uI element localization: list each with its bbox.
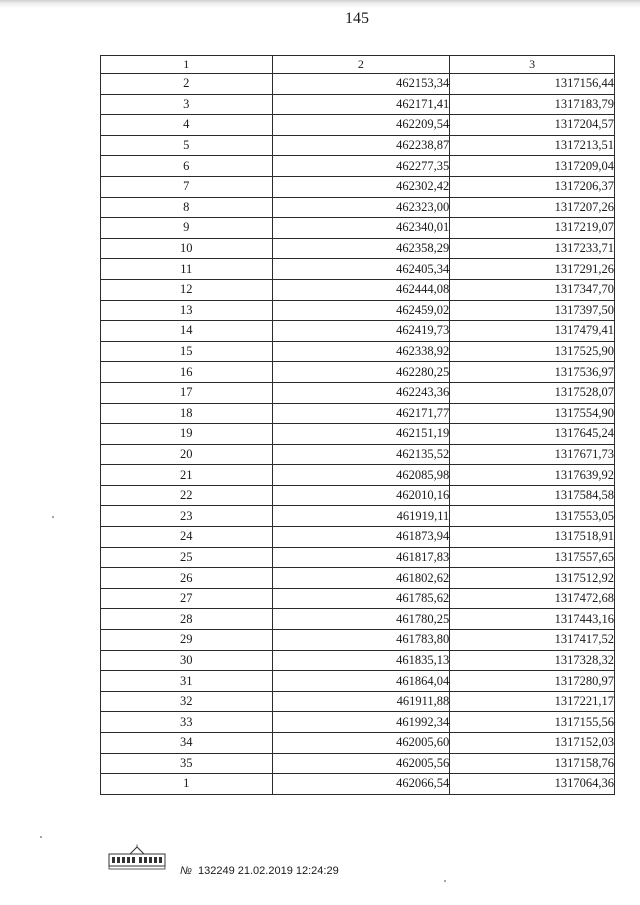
table-row: [101, 300, 615, 321]
point-number-cell: 12: [101, 279, 273, 300]
table-row: [101, 424, 615, 445]
x-coordinate-cell: 462151,19: [272, 424, 450, 445]
y-coordinate-cell: 1317156,44: [450, 74, 615, 95]
point-number-cell: 8: [101, 197, 273, 218]
point-number-cell: 33: [101, 712, 273, 733]
y-coordinate-cell: 1317204,57: [450, 115, 615, 136]
y-coordinate-cell: 1317417,52: [450, 630, 615, 651]
point-number-cell: 24: [101, 527, 273, 548]
table-body: [101, 74, 615, 795]
point-number-cell: 31: [101, 671, 273, 692]
registration-timestamp: 21.02.2019 12:24:29: [237, 865, 339, 877]
y-coordinate-cell: 1317206,37: [450, 176, 615, 197]
x-coordinate-cell: 461802,62: [272, 568, 450, 589]
column-header: 2: [272, 56, 450, 74]
scan-edge-shadow: [0, 0, 640, 8]
table-row: [101, 527, 615, 548]
point-number-cell: 34: [101, 733, 273, 754]
x-coordinate-cell: 462280,25: [272, 362, 450, 383]
scan-speck: [52, 516, 54, 518]
y-coordinate-cell: 1317207,26: [450, 197, 615, 218]
point-number-cell: 14: [101, 321, 273, 342]
y-coordinate-cell: 1317512,92: [450, 568, 615, 589]
y-coordinate-cell: 1317472,68: [450, 588, 615, 609]
table-row: [101, 341, 615, 362]
point-number-cell: 20: [101, 444, 273, 465]
x-coordinate-cell: 462338,92: [272, 341, 450, 362]
y-coordinate-cell: 1317518,91: [450, 527, 615, 548]
point-number-cell: 19: [101, 424, 273, 445]
point-number-cell: 4: [101, 115, 273, 136]
x-coordinate-cell: 462135,52: [272, 444, 450, 465]
point-number-cell: 21: [101, 465, 273, 486]
point-number-cell: 7: [101, 176, 273, 197]
table-row: [101, 753, 615, 774]
x-coordinate-cell: 462066,54: [272, 774, 450, 795]
point-number-cell: 25: [101, 547, 273, 568]
point-number-cell: 30: [101, 650, 273, 671]
table-row: [101, 568, 615, 589]
table-row: [101, 650, 615, 671]
y-coordinate-cell: 1317553,05: [450, 506, 615, 527]
table-header-row: [101, 56, 615, 74]
y-coordinate-cell: 1317671,73: [450, 444, 615, 465]
point-number-cell: 29: [101, 630, 273, 651]
point-number-cell: 15: [101, 341, 273, 362]
point-number-cell: 2: [101, 74, 273, 95]
table-row: [101, 279, 615, 300]
point-number-cell: 5: [101, 135, 273, 156]
table-row: [101, 609, 615, 630]
point-number-cell: 18: [101, 403, 273, 424]
table-row: [101, 403, 615, 424]
scan-speck: [40, 836, 42, 838]
x-coordinate-cell: 462238,87: [272, 135, 450, 156]
y-coordinate-cell: 1317233,71: [450, 238, 615, 259]
page-number: 145: [345, 10, 369, 27]
point-number-cell: 26: [101, 568, 273, 589]
coordinates-table: [100, 55, 615, 795]
y-coordinate-cell: 1317328,32: [450, 650, 615, 671]
x-coordinate-cell: 461785,62: [272, 588, 450, 609]
point-number-cell: 22: [101, 485, 273, 506]
table-row: [101, 74, 615, 95]
table-row: [101, 485, 615, 506]
y-coordinate-cell: 1317213,51: [450, 135, 615, 156]
x-coordinate-cell: 462444,08: [272, 279, 450, 300]
y-coordinate-cell: 1317064,36: [450, 774, 615, 795]
x-coordinate-cell: 462459,02: [272, 300, 450, 321]
x-coordinate-cell: 461864,04: [272, 671, 450, 692]
document-number: 132249: [197, 865, 235, 877]
y-coordinate-cell: 1317557,65: [450, 547, 615, 568]
y-coordinate-cell: 1317183,79: [450, 94, 615, 115]
y-coordinate-cell: 1317291,26: [450, 259, 615, 280]
table-row: [101, 94, 615, 115]
y-coordinate-cell: 1317479,41: [450, 321, 615, 342]
table-row: [101, 218, 615, 239]
point-number-cell: 6: [101, 156, 273, 177]
table-row: [101, 630, 615, 651]
x-coordinate-cell: 461919,11: [272, 506, 450, 527]
table-row: [101, 774, 615, 795]
y-coordinate-cell: 1317397,50: [450, 300, 615, 321]
table-row: [101, 362, 615, 383]
y-coordinate-cell: 1317347,70: [450, 279, 615, 300]
point-number-cell: 28: [101, 609, 273, 630]
y-coordinate-cell: 1317209,04: [450, 156, 615, 177]
x-coordinate-cell: 462085,98: [272, 465, 450, 486]
y-coordinate-cell: 1317280,97: [450, 671, 615, 692]
x-coordinate-cell: 462405,34: [272, 259, 450, 280]
table-row: [101, 465, 615, 486]
table-row: [101, 547, 615, 568]
table-row: [101, 382, 615, 403]
point-number-cell: 11: [101, 259, 273, 280]
document-registration-line: [180, 865, 339, 877]
x-coordinate-cell: 462010,16: [272, 485, 450, 506]
y-coordinate-cell: 1317554,90: [450, 403, 615, 424]
point-number-cell: 16: [101, 362, 273, 383]
table-row: [101, 671, 615, 692]
x-coordinate-cell: 461911,88: [272, 691, 450, 712]
table-row: [101, 115, 615, 136]
x-coordinate-cell: 462302,42: [272, 176, 450, 197]
x-coordinate-cell: 462358,29: [272, 238, 450, 259]
x-coordinate-cell: 461817,83: [272, 547, 450, 568]
point-number-cell: 1: [101, 774, 273, 795]
y-coordinate-cell: 1317158,76: [450, 753, 615, 774]
point-number-cell: 17: [101, 382, 273, 403]
table-row: [101, 321, 615, 342]
number-sign: №: [180, 865, 192, 877]
x-coordinate-cell: 462209,54: [272, 115, 450, 136]
column-header: 3: [450, 56, 615, 74]
table-row: [101, 135, 615, 156]
y-coordinate-cell: 1317528,07: [450, 382, 615, 403]
table-row: [101, 176, 615, 197]
y-coordinate-cell: 1317155,56: [450, 712, 615, 733]
table-row: [101, 156, 615, 177]
x-coordinate-cell: 461835,13: [272, 650, 450, 671]
scan-speck: [444, 880, 446, 882]
table-row: [101, 197, 615, 218]
x-coordinate-cell: 462171,77: [272, 403, 450, 424]
y-coordinate-cell: 1317645,24: [450, 424, 615, 445]
point-number-cell: 9: [101, 218, 273, 239]
y-coordinate-cell: 1317639,92: [450, 465, 615, 486]
y-coordinate-cell: 1317536,97: [450, 362, 615, 383]
x-coordinate-cell: 462171,41: [272, 94, 450, 115]
column-header: 1: [101, 56, 273, 74]
point-number-cell: 10: [101, 238, 273, 259]
duma-building-logo: [108, 844, 166, 870]
x-coordinate-cell: 462243,36: [272, 382, 450, 403]
y-coordinate-cell: 1317525,90: [450, 341, 615, 362]
x-coordinate-cell: 462277,35: [272, 156, 450, 177]
y-coordinate-cell: 1317221,17: [450, 691, 615, 712]
x-coordinate-cell: 461992,34: [272, 712, 450, 733]
table-row: [101, 712, 615, 733]
x-coordinate-cell: 462340,01: [272, 218, 450, 239]
table-row: [101, 506, 615, 527]
table-row: [101, 733, 615, 754]
point-number-cell: 13: [101, 300, 273, 321]
x-coordinate-cell: 461873,94: [272, 527, 450, 548]
y-coordinate-cell: 1317584,58: [450, 485, 615, 506]
table-row: [101, 238, 615, 259]
x-coordinate-cell: 462005,60: [272, 733, 450, 754]
x-coordinate-cell: 462153,34: [272, 74, 450, 95]
x-coordinate-cell: 462419,73: [272, 321, 450, 342]
table-row: [101, 259, 615, 280]
y-coordinate-cell: 1317219,07: [450, 218, 615, 239]
point-number-cell: 3: [101, 94, 273, 115]
x-coordinate-cell: 462323,00: [272, 197, 450, 218]
table-row: [101, 588, 615, 609]
table-row: [101, 691, 615, 712]
point-number-cell: 27: [101, 588, 273, 609]
point-number-cell: 35: [101, 753, 273, 774]
point-number-cell: 32: [101, 691, 273, 712]
point-number-cell: 23: [101, 506, 273, 527]
table-row: [101, 444, 615, 465]
y-coordinate-cell: 1317152,03: [450, 733, 615, 754]
y-coordinate-cell: 1317443,16: [450, 609, 615, 630]
x-coordinate-cell: 461783,80: [272, 630, 450, 651]
x-coordinate-cell: 462005,56: [272, 753, 450, 774]
x-coordinate-cell: 461780,25: [272, 609, 450, 630]
